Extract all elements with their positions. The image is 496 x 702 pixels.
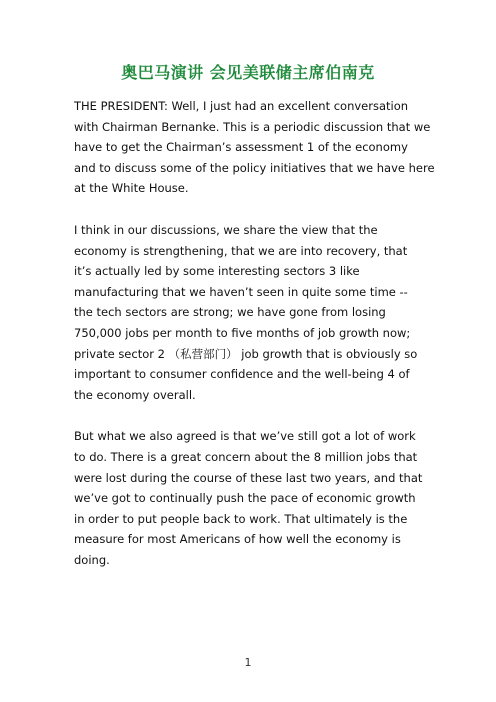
paragraph-3	[74, 426, 423, 570]
paragraph-line: But what we also agreed is that we’ve still got a lot of work	[74, 429, 416, 444]
paragraph-line: 750,000 jobs per month to five months of job growth now;	[74, 325, 411, 340]
paragraph-line: measure for most Americans of how well the economy is	[74, 532, 401, 547]
paragraph-line: the tech sectors are strong; we have gone from losing	[74, 305, 386, 320]
paragraph-line: with Chairman Bernanke. This is a periodic discussion that we	[74, 119, 431, 134]
document-title: 奥巴马演讲 会见美联储主席伯南克	[121, 63, 375, 82]
paragraph-line: economy is strengthening, that we are into recovery, that	[74, 243, 408, 258]
paragraph-line: we’ve got to continually push the pace of economic growth	[74, 491, 416, 506]
paragraph-line: and to discuss some of the policy initiatives that we have here	[74, 160, 435, 175]
paragraph-1	[74, 96, 435, 199]
paragraph-line: in order to put people back to work. That ultimately is the	[74, 511, 408, 526]
paragraph-line: manufacturing that we haven’t seen in quite some time --	[74, 284, 408, 299]
paragraph-line: the economy overall.	[74, 387, 196, 402]
paragraph-line: at the White House.	[74, 181, 189, 196]
paragraph-line: important to consumer confidence and the well-being 4 of	[74, 367, 410, 382]
paragraph-line: I think in our discussions, we share the view that the	[74, 222, 378, 237]
paragraph-line: THE PRESIDENT: Well, I just had an excellent conversation	[74, 99, 409, 113]
paragraph-spacer	[74, 199, 410, 220]
paragraph-spacer	[74, 405, 410, 426]
paragraph-line: it’s actually led by some interesting sectors 3 like	[74, 264, 360, 279]
paragraph-line: have to get the Chairman’s assessment 1 of the economy	[74, 140, 408, 155]
page-number: 1	[244, 656, 252, 669]
paragraph-line: to do. There is a great concern about the 8 million jobs that	[74, 449, 418, 464]
paragraph-line: doing.	[74, 552, 110, 567]
paragraph-2	[74, 220, 418, 405]
document-body	[74, 96, 435, 570]
paragraph-line: were lost during the course of these last two years, and that	[74, 470, 423, 485]
paragraph-line: private sector 2 （私营部门） job growth that is obviously so	[74, 346, 418, 361]
